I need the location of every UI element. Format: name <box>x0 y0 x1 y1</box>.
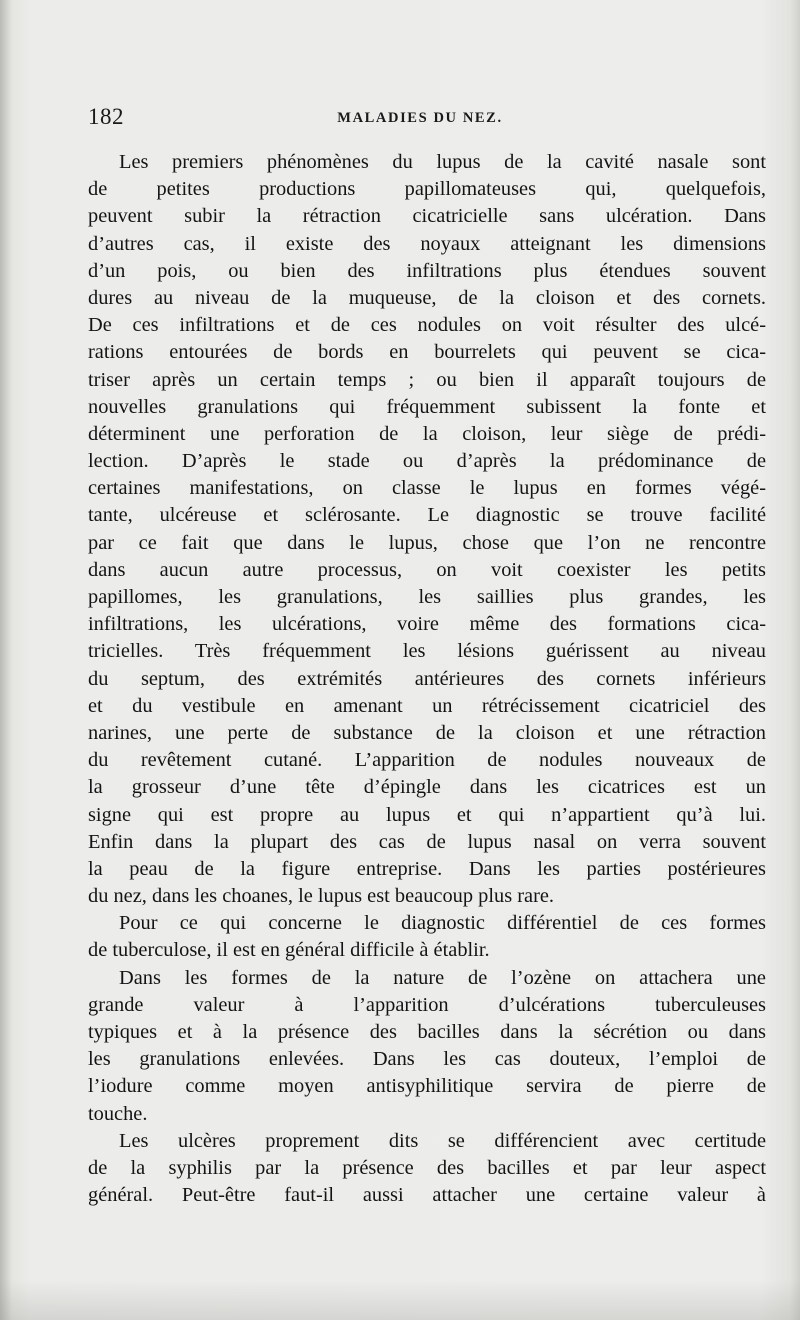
text-line: Pour ce qui concerne le diagnostic différentiel de ces formes <box>119 912 766 935</box>
text-line: de petites productions papillomateuses qui, quelquefois, <box>88 178 766 201</box>
text-line: d’un pois, ou bien des infiltrations plus étendues souvent <box>88 259 766 282</box>
text-line: signe qui est propre au lupus et qui n’appartient qu’à lui. <box>88 803 766 826</box>
text-line: l’iodure comme moyen antisyphilitique servira de pierre de <box>88 1075 766 1098</box>
text-line: par ce fait que dans le lupus, chose que l’on ne rencontre <box>88 531 766 554</box>
text-line: du revêtement cutané. L’apparition de nodules nouveaux de <box>88 749 766 772</box>
text-line: grande valeur à l’apparition d’ulcérations tuberculeuses <box>88 993 766 1016</box>
text-line: tante, ulcéreuse et sclérosante. Le diagnostic se trouve facilité <box>88 504 766 527</box>
text-line: dans aucun autre processus, on voit coexister les petits <box>88 558 766 581</box>
text-line: rations entourées de bords en bourrelets qui peuvent se cica- <box>88 341 766 364</box>
text-line: la grosseur d’une tête d’épingle dans les cicatrices est un <box>88 776 766 799</box>
body-text <box>88 149 766 1209</box>
text-line: Les premiers phénomènes du lupus de la cavité nasale sont <box>119 151 766 173</box>
text-line: De ces infiltrations et de ces nodules on voit résulter des ulcé- <box>88 314 766 337</box>
text-line: triser après un certain temps ; ou bien il apparaît toujours de <box>88 368 766 391</box>
text-line: du septum, des extrémités antérieures des cornets inférieurs <box>88 667 766 690</box>
text-line: les granulations enlevées. Dans les cas douteux, l’emploi de <box>88 1048 766 1071</box>
text-line: tricielles. Très fréquemment les lésions guérissent au niveau <box>88 640 766 663</box>
text-line: certaines manifestations, on classe le lupus en formes végé- <box>88 477 766 500</box>
text-line: Dans les formes de la nature de l’ozène on attachera une <box>119 966 766 989</box>
running-title: MALADIES DU NEZ. <box>337 110 503 126</box>
text-line: peuvent subir la rétraction cicatricielle sans ulcération. Dans <box>88 205 766 228</box>
text-line: dures au niveau de la muqueuse, de la cloison et des cornets. <box>88 286 766 309</box>
text-line: Enfin dans la plupart des cas de lupus nasal on verra souvent <box>88 830 766 853</box>
page-number: 182 <box>88 104 124 129</box>
text-line: narines, une perte de substance de la cloison et une rétraction <box>88 721 766 744</box>
text-line: lection. D’après le stade ou d’après la prédominance de <box>88 450 766 473</box>
text-line: infiltrations, les ulcérations, voire même des formations cica- <box>88 613 766 636</box>
text-line: papillomes, les granulations, les saillies plus grandes, les <box>88 586 766 608</box>
text-line: et du vestibule en amenant un rétrécissement cicatriciel des <box>88 694 766 717</box>
text-line: de la syphilis par la présence des bacilles et par leur aspect <box>88 1156 766 1179</box>
text-line: nouvelles granulations qui fréquemment subissent la fonte et <box>88 395 766 418</box>
text-line: d’autres cas, il existe des noyaux atteignant les dimensions <box>88 232 766 255</box>
text-line: Les ulcères proprement dits se différencient avec certitude <box>119 1129 766 1152</box>
text-line: touche. <box>88 1102 148 1125</box>
text-line: déterminent une perforation de la cloison, leur siège de prédi- <box>88 422 766 445</box>
text-line: du nez, dans les choanes, le lupus est beaucoup plus rare. <box>88 885 555 908</box>
text-line: typiques et à la présence des bacilles dans la sécrétion ou dans <box>88 1021 766 1043</box>
page-header <box>88 104 752 140</box>
text-line: la peau de la figure entreprise. Dans les parties postérieures <box>88 857 766 880</box>
text-line: de tuberculose, il est en général difficile à établir. <box>88 939 490 962</box>
text-line: général. Peut-être faut-il aussi attacher une certaine valeur à <box>88 1184 766 1207</box>
